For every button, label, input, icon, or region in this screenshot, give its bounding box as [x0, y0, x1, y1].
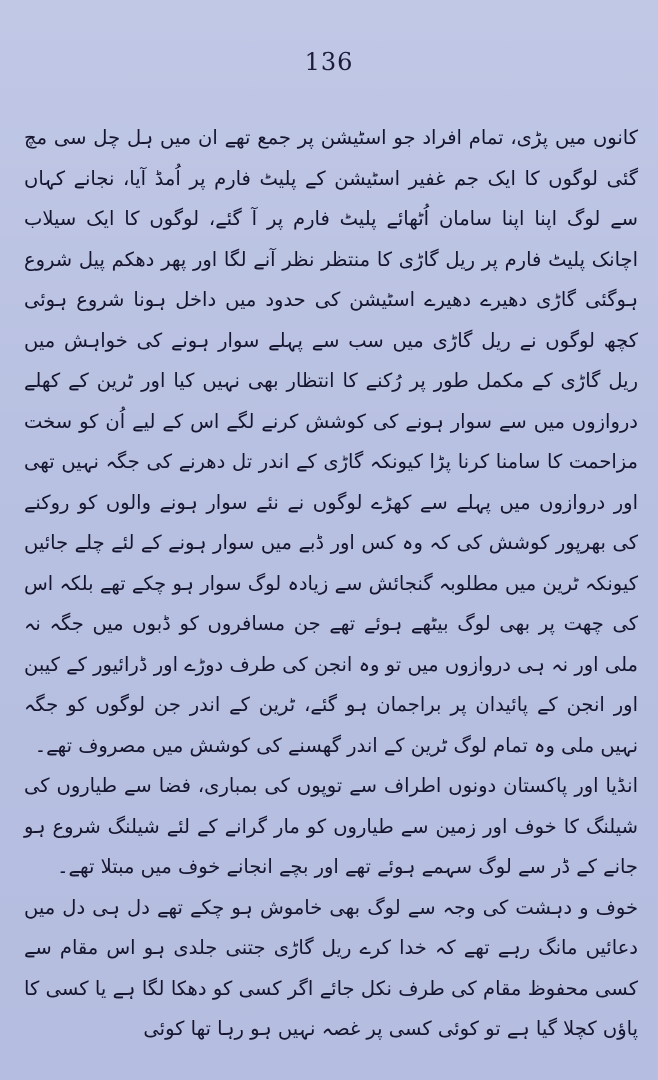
paragraph-1: کانوں میں پڑی، تمام افراد جو اسٹیشن پر جمع تھے ان میں ہل چل سی مچ گئی لوگوں کا ایک جم غفیر اسٹیشن کے پلیٹ فارم پر اُمڈ آیا، نجانے کہاں سے لوگ اپنا اپنا سامان اُٹھائے پلیٹ فارم پر آ گئے، لوگوں کا ایک سیلاب اچانک پلیٹ فارم پر ریل گاڑی کا منتظر نظر آنے لگا اور پھر دھکم پیل شروع ہوگئی گاڑی دھیرے دھیرے اسٹیشن کی حدود میں داخل ہونا شروع ہوئی کچھ لوگوں نے ریل گاڑی میں سب سے پہلے سوار ہونے کی خواہش میں ریل گاڑی کے مکمل طور پر رُکنے کا انتظار بھی نہیں کیا اور ٹرین کے کھلے دروازوں میں سے سوار ہونے کی کوشش کرنے لگے اس کے لیے اُن کو سخت مزاحمت کا سامنا کرنا پڑا کیونکہ گاڑی کے اندر تل دھرنے کی جگہ نہیں تھی اور دروازوں میں پہلے سے کھڑے لوگوں نے نئے سوار ہونے والوں کو روکنے کی بھرپور کوشش کی کہ وہ کس اور ڈبے میں سوار ہونے کے لئے چلے جائیں کیونکہ ٹرین میں مطلوبہ گنجائش سے زیادہ لوگ سوار ہو چکے تھے بلکہ اس کی چھت پر بھی لوگ بیٹھے ہوئے تھے جن مسافروں کو ڈبوں میں جگہ نہ ملی اور نہ ہی دروازوں میں تو وہ انجن کی طرف دوڑے اور ڈرائیور کے کیبن اور انجن کے پائیدان پر براجمان ہو گئے، ٹرین کے اندر جن لوگوں کو جگہ نہیں ملی وہ تمام لوگ ٹرین کے اندر گھسنے کی کوشش میں مصروف تھے۔ [24, 126, 638, 757]
paragraph-2: انڈیا اور پاکستان دونوں اطراف سے توپوں کی بمباری، فضا سے طیاروں کی شیلنگ کا خوف اور زمین سے طیاروں کو مار گرانے کے لئے شیلنگ شروع ہو جانے کے ڈر سے لوگ سہمے ہوئے تھے اور بچے انجانے خوف میں مبتلا تھے۔ [24, 774, 638, 878]
page-number: 136 [304, 48, 354, 76]
paragraph-3: خوف و دہشت کی وجہ سے لوگ بھی خاموش ہو چکے تھے دل ہی دل میں دعائیں مانگ رہے تھے کہ خدا کرے ریل گاڑی جتنی جلدی ہو اس مقام سے کسی محفوظ مقام کی طرف نکل جائے اگر کسی کو دھکا لگا ہے یا کسی کا پاؤں کچلا گیا ہے تو کوئی کسی پر غصہ نہیں ہو رہا تھا کوئی [24, 895, 638, 1040]
page-body-text [24, 118, 638, 1050]
